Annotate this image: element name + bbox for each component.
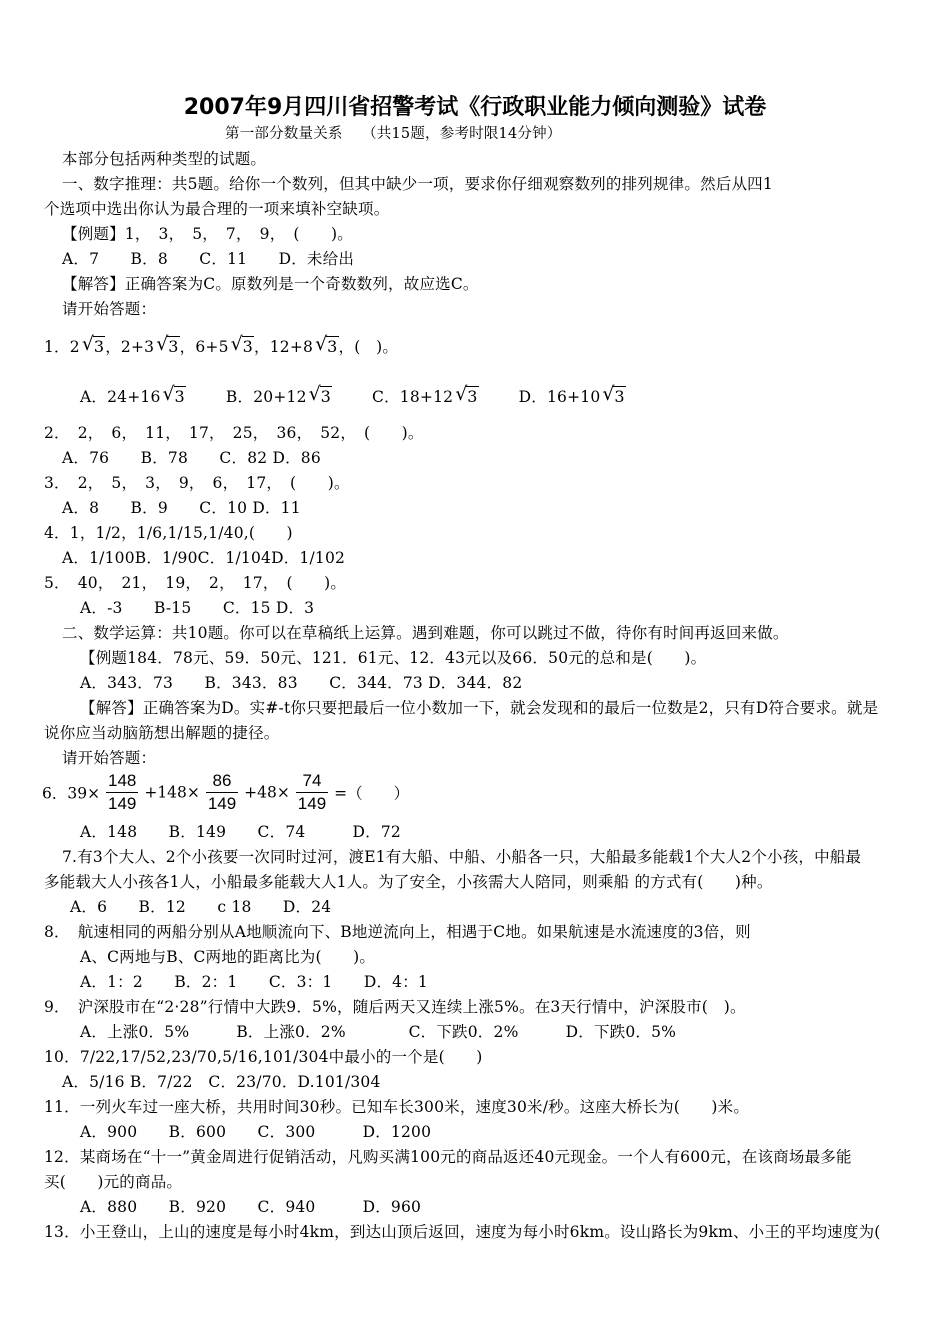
question-5: 5． 40， 21， 19， 2， 17， ( )。 bbox=[44, 574, 347, 592]
sqrt-symbol: √ 3 bbox=[162, 383, 185, 406]
q6-text-3: +48× bbox=[244, 783, 290, 802]
sqrt-symbol: √ 3 bbox=[602, 383, 625, 406]
section1-desc-line2: 个选项中选出你认为最合理的一项来填补空缺项。 bbox=[44, 200, 390, 218]
fraction bbox=[206, 770, 238, 815]
fraction-denominator: 149 bbox=[297, 794, 327, 813]
q1-option-d: D．16+10 bbox=[518, 388, 601, 406]
question-4: 4．1，1/2，1/6,1/15,1/40,( ) bbox=[44, 524, 293, 542]
section-subtitle: 第一部分数量关系 （共15题，参考时限14分钟） bbox=[225, 126, 562, 142]
question-13: 13．小王登山，上山的速度是每小时4km，到达山顶后返回，速度为每小时6km。设山路长为9km、小王的平均速度为( bbox=[44, 1223, 881, 1241]
q9-options: A．上涨0．5% B．上涨0．2% C．下跌0．2% D．下跌0．5% bbox=[80, 1023, 677, 1041]
fraction bbox=[296, 770, 328, 815]
question-7-line1: 7.有3个大人、2个小孩要一次同时过河，渡E1有大船、中船、小船各一只，大船最多能载1个大人2个小孩，中船最 bbox=[62, 848, 862, 866]
q8-options: A．1：2 B．2：1 C．3：1 D．4：1 bbox=[80, 973, 428, 991]
section1-desc-line1: 一、数字推理：共5题。给你一个数列，但其中缺少一项，要求你仔细观察数列的排列规律。然后从四1 bbox=[62, 175, 773, 193]
example1-question: 【例题】1， 3， 5， 7， 9， ( )。 bbox=[62, 225, 353, 243]
q6-text-4: =（ ） bbox=[334, 784, 410, 803]
q4-options: A．1/100B．1/90C．1/104D．1/102 bbox=[62, 549, 346, 567]
question-12-line1: 12．某商场在“十一”黄金周进行促销活动，凡购买满100元的商品返还40元现金。一个人有600元，在该商场最多能 bbox=[44, 1148, 852, 1166]
sqrt-symbol: √ 3 bbox=[81, 333, 105, 356]
q7-options: A．6 B．12 c 18 D．24 bbox=[70, 898, 332, 916]
example2-answer-line1: 【解答】正确答案为D。实#-t你只要把最后一位小数加一下，就会发现和的最后一位数是2，只有D符合要求。就是 bbox=[80, 699, 879, 717]
question-2: 2． 2， 6， 11， 17， 25， 36， 52， ( )。 bbox=[44, 424, 424, 442]
example2-options: A．343．73 B．343．83 C．344．73 D．344．82 bbox=[80, 674, 523, 692]
fraction-numerator: 74 bbox=[296, 770, 328, 793]
q1-text-5: ，( )。 bbox=[338, 338, 399, 356]
q2-options: A．76 B．78 C．82 D．86 bbox=[62, 449, 321, 467]
example1-answer: 【解答】正确答案为C。原数列是一个奇数数列，故应选C。 bbox=[62, 275, 479, 293]
sqrt-symbol: √ 3 bbox=[315, 333, 338, 356]
example2-answer-line2: 说你应当动脑筋想出解题的捷径。 bbox=[44, 724, 280, 742]
sqrt-symbol: √ 3 bbox=[308, 383, 332, 406]
example2-question: 【例题184．78元、59．50元、121．61元、12．43元以及66．50元的总和是( )。 bbox=[80, 649, 707, 667]
fraction-numerator: 148 bbox=[106, 770, 138, 793]
q1-option-a: A．24+16 bbox=[80, 388, 161, 406]
section1-start: 请开始答题： bbox=[62, 300, 157, 318]
question-3: 3． 2， 5， 3， 9， 6， 17， ( )。 bbox=[44, 474, 350, 492]
q6-text-1: 6．39× bbox=[42, 784, 101, 803]
question-11: 11．一列火车过一座大桥，共用时间30秒。已知车长300米，速度30米/秒。这座大桥长为( )米。 bbox=[44, 1098, 750, 1116]
q1-text-2: ，2+3 bbox=[105, 338, 155, 356]
q1-options bbox=[80, 383, 626, 407]
intro-text: 本部分包括两种类型的试题。 bbox=[62, 150, 267, 168]
fraction-denominator: 149 bbox=[207, 794, 237, 813]
q1-text-1: 1．2 bbox=[44, 338, 80, 356]
q1-option-c: C．18+12 bbox=[372, 388, 454, 406]
q6-options: A．148 B．149 C．74 D．72 bbox=[80, 823, 401, 841]
question-9: 9． 沪深股市在“2·28”行情中大跌9．5%，随后两天又连续上涨5%。在3天行情中，沪深股市( )。 bbox=[44, 998, 746, 1016]
q3-options: A．8 B．9 C．10 D．11 bbox=[62, 499, 301, 517]
q6-text-2: +148× bbox=[144, 783, 200, 802]
fraction-denominator: 149 bbox=[108, 794, 137, 813]
q5-options: A．-3 B-15 C．15 D．3 bbox=[80, 599, 315, 617]
question-8-line1: 8． 航速相同的两船分别从A地顺流向下、B地逆流向上，相遇于C地。如果航速是水流速度的3倍，则 bbox=[44, 923, 751, 941]
q1-text-4: ，12+8 bbox=[254, 338, 314, 356]
section2-start: 请开始答题： bbox=[62, 749, 157, 767]
sqrt-symbol: √ 3 bbox=[455, 383, 478, 406]
sqrt-symbol: √ 3 bbox=[156, 333, 179, 356]
example1-options: A．7 B．8 C．11 D．未给出 bbox=[62, 250, 355, 268]
q11-options: A．900 B．600 C．300 D．1200 bbox=[80, 1123, 432, 1141]
question-8-line2: A、C两地与B、C两地的距离比为( )。 bbox=[80, 948, 376, 966]
question-6 bbox=[42, 770, 409, 815]
question-1 bbox=[44, 333, 399, 357]
fraction bbox=[106, 770, 138, 815]
q12-options: A．880 B．920 C．940 D．960 bbox=[80, 1198, 422, 1216]
fraction-numerator: 86 bbox=[206, 770, 238, 793]
question-10: 10．7/22,17/52,23/70,5/16,101/304中最小的一个是( ) bbox=[44, 1048, 483, 1066]
sqrt-symbol: √ 3 bbox=[230, 333, 254, 356]
q10-options: A．5/16 B．7/22 C．23/70．D.101/304 bbox=[62, 1073, 381, 1091]
page-title: 2007年9月四川省招警考试《行政职业能力倾向测验》试卷 bbox=[183, 95, 767, 120]
question-7-line2: 多能载大人小孩各1人，小船最多能载大人1人。为了安全，小孩需大人陪同，则乘船 的方式有( )种。 bbox=[44, 873, 773, 891]
section2-desc: 二、数学运算：共10题。你可以在草稿纸上运算。遇到难题，你可以跳过不做，待你有时间再返回来做。 bbox=[62, 624, 789, 642]
question-12-line2: 买( )元的商品。 bbox=[44, 1173, 183, 1191]
q1-text-3: ，6+5 bbox=[179, 338, 229, 356]
q1-option-b: B．20+12 bbox=[225, 388, 307, 406]
